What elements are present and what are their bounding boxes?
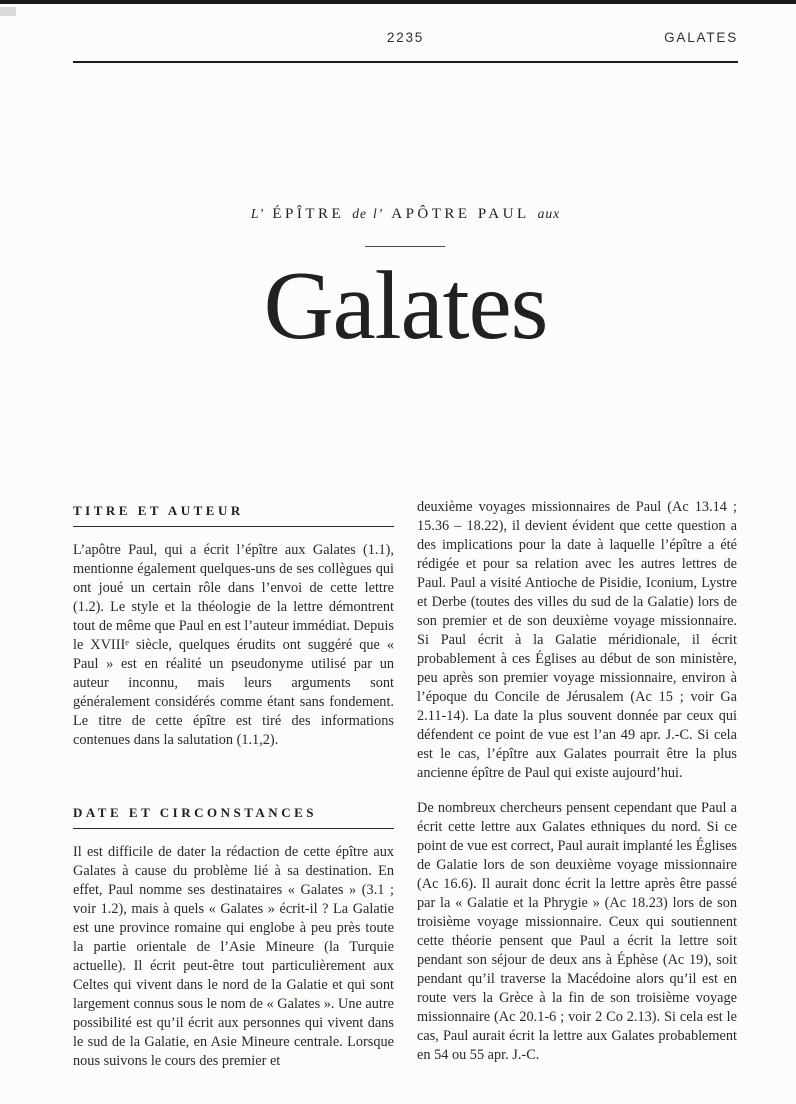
kicker-word: de [352,206,367,221]
section-titre-et-auteur [73,503,394,750]
body-paragraph: L’apôtre Paul, qui a écrit l’épître aux Galates (1.1), mentionne également quelques-uns de ses collègues qui ont joué un certain rôle dans l’envoi de cette lettre (1.2). Le style et la théologie de la lettre démontrent tout de même que Paul en est l’auteur immédiat. Depuis le XVIIIᵉ siècle, quelques érudits ont suggéré que « Paul » est en réalité un pseudonyme utilisé par un auteur inconnu, mais leurs arguments sont généralement considérés comme étant sans fondement. Le titre de cette épître est tiré des informations contenues dans la salutation (1.1,2). [73,542,394,748]
column-right [417,498,737,1065]
column-left [73,0,394,1104]
body-paragraph: Il est difficile de dater la rédaction de cette épître aux Galates à cause du problème lié à sa destination. En effet, Paul nomme ses destinataires « Galates » (3.1 ; voir 1.2), mais à quels « Galates » écrit-il ? La Galatie est une province romaine qui englobe à peu près toute la partie orientale de l’Asie Mineure (la Turquie actuelle). Il écrit peut-être tout particulièrement aux Celtes qui vivent dans le nord de la Galatie et qui sont largement connus sous le nom de « Galates ». Une autre possibilité est qu’il écrit aux personnes qui vivent dans le sud de la Galatie, en Asie Mineure centrale. Lorsque nous suivons le cours des premier et [73,844,394,1069]
kicker-word: L’ [250,206,265,221]
kicker-word: aux [537,206,561,221]
section-date-et-circonstances [73,805,394,1071]
kicker-word: ÉPÎTRE [272,206,345,222]
page-number: 2235 [386,30,425,45]
section-heading: DATE ET CIRCONSTANCES [73,805,394,829]
section-body [73,843,394,1071]
kicker-word: l’ [372,206,384,221]
book-title: Galates [263,252,548,359]
running-head: GALATES [664,30,738,45]
body-paragraph: deuxième voyages missionnaires de Paul (Ac 13.14 ; 15.36 – 18.22), il devient évident que cette question a des implications pour la date à laquelle l’épître a été rédigée et pour sa relation avec les autres lettres de Paul. Paul a visité Antioche de Pisidie, Iconium, Lystre et Derbe (toutes des villes du sud de la Galatie) lors de son premier et de son deuxième voyage missionnaire. Si Paul écrit à la Galatie méridionale, il écrit probablement à ces Églises au début de son ministère, peu après son premier voyage missionnaire, environ à l’époque du Concile de Jérusalem (Ac 15 ; voir Ga 2.11-14). La date la plus souvent donnée par ceux qui défendent ce point de vue est l’an 49 apr. J.-C. Si cela est le cas, l’épître aux Galates pourrait être la plus ancienne épître de Paul qui existe aujourd’hui. [417,499,737,781]
kicker-word: APÔTRE PAUL [391,206,530,222]
section-heading: TITRE ET AUTEUR [73,503,394,527]
scan-corner-artifact [0,7,16,16]
section-body [73,541,394,750]
body-paragraph: De nombreux chercheurs pensent cependant que Paul a écrit cette lettre aux Galates ethniques du nord. Si ce point de vue est correct, Paul aurait implanté les Églises de Galatie lors de son deuxième voyage missionnaire (Ac 16.6). Il aurait donc écrit la lettre après être passé par la « Galatie et la Phrygie » (Ac 18.23) lors de son troisième voyage missionnaire. Ceux qui soutiennent cette théorie pensent que Paul a écrit la lettre soit pendant son séjour de deux ans à Éphèse (Ac 19), soit pendant qu’il traverse la Macédoine alors qu’il est en route vers la Grèce à la fin de son troisième voyage missionnaire (Ac 20.1-6 ; voir 2 Co 2.13). Si cela est le cas, Paul aurait écrit la lettre aux Galates probablement en 54 ou 55 apr. J.-C. [417,800,737,1063]
